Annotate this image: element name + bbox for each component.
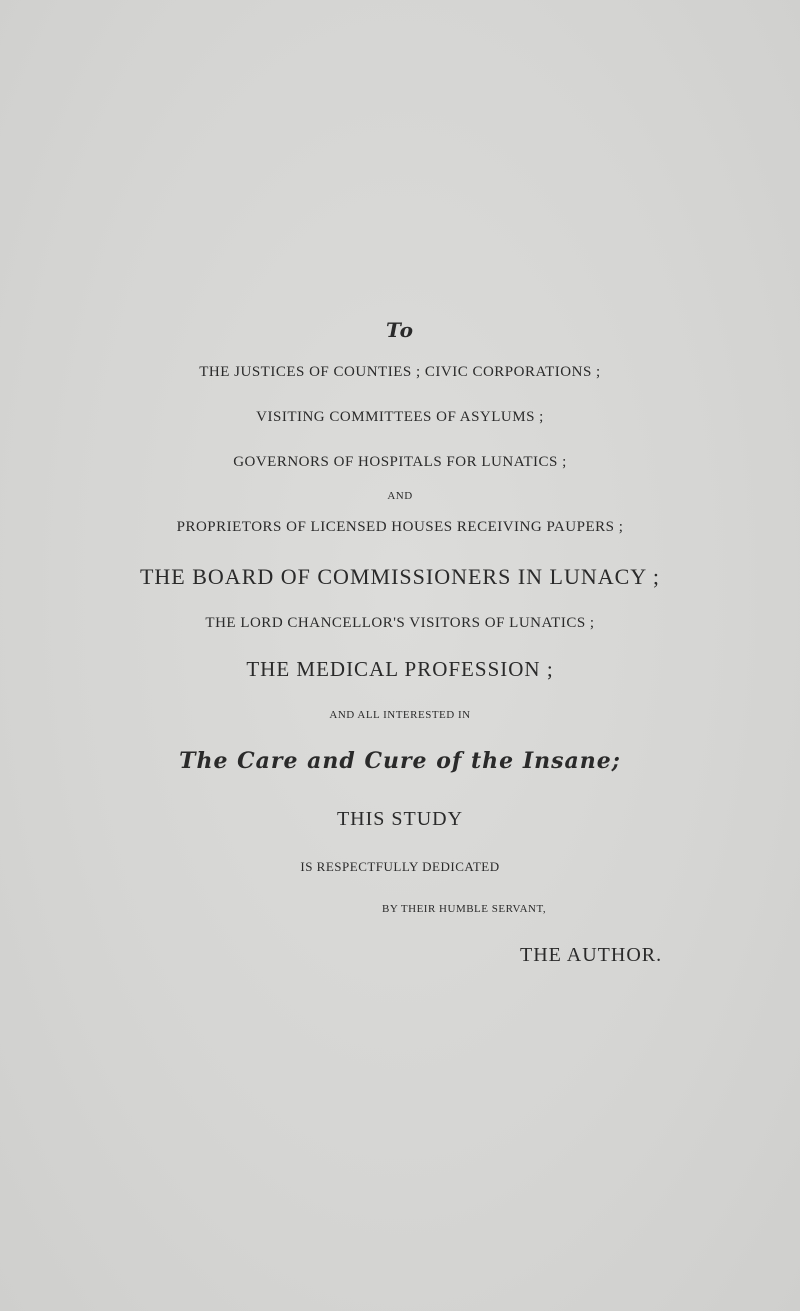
dedication-line-study: THIS STUDY bbox=[336, 808, 464, 830]
dedication-line-servant: BY THEIR HUMBLE SERVANT, bbox=[382, 903, 547, 915]
dedication-line-board: THE BOARD OF COMMISSIONERS IN LUNACY ; bbox=[139, 564, 660, 589]
dedication-line-interested: AND ALL INTERESTED IN bbox=[329, 709, 471, 721]
dedication-line-care: The Care and Cure of the Insane; bbox=[179, 748, 621, 774]
dedication-line-medical: THE MEDICAL PROFESSION ; bbox=[246, 657, 554, 681]
dedication-line-author: THE AUTHOR. bbox=[520, 944, 663, 966]
dedication-line-justices: THE JUSTICES OF COUNTIES ; CIVIC CORPORATIONS ; bbox=[199, 364, 601, 380]
dedication-line-respectfully: IS RESPECTFULLY DEDICATED bbox=[300, 859, 500, 874]
dedication-line-proprietors: PROPRIETORS OF LICENSED HOUSES RECEIVING PAUPERS ; bbox=[176, 519, 624, 535]
dedication-line-visiting: VISITING COMMITTEES OF ASYLUMS ; bbox=[256, 409, 544, 425]
dedication-line-chancellor: THE LORD CHANCELLOR'S VISITORS OF LUNATICS ; bbox=[205, 615, 595, 631]
dedication-line-and: AND bbox=[387, 490, 413, 502]
dedication-line-governors: GOVERNORS OF HOSPITALS FOR LUNATICS ; bbox=[233, 454, 567, 470]
dedication-to: To bbox=[386, 318, 414, 342]
